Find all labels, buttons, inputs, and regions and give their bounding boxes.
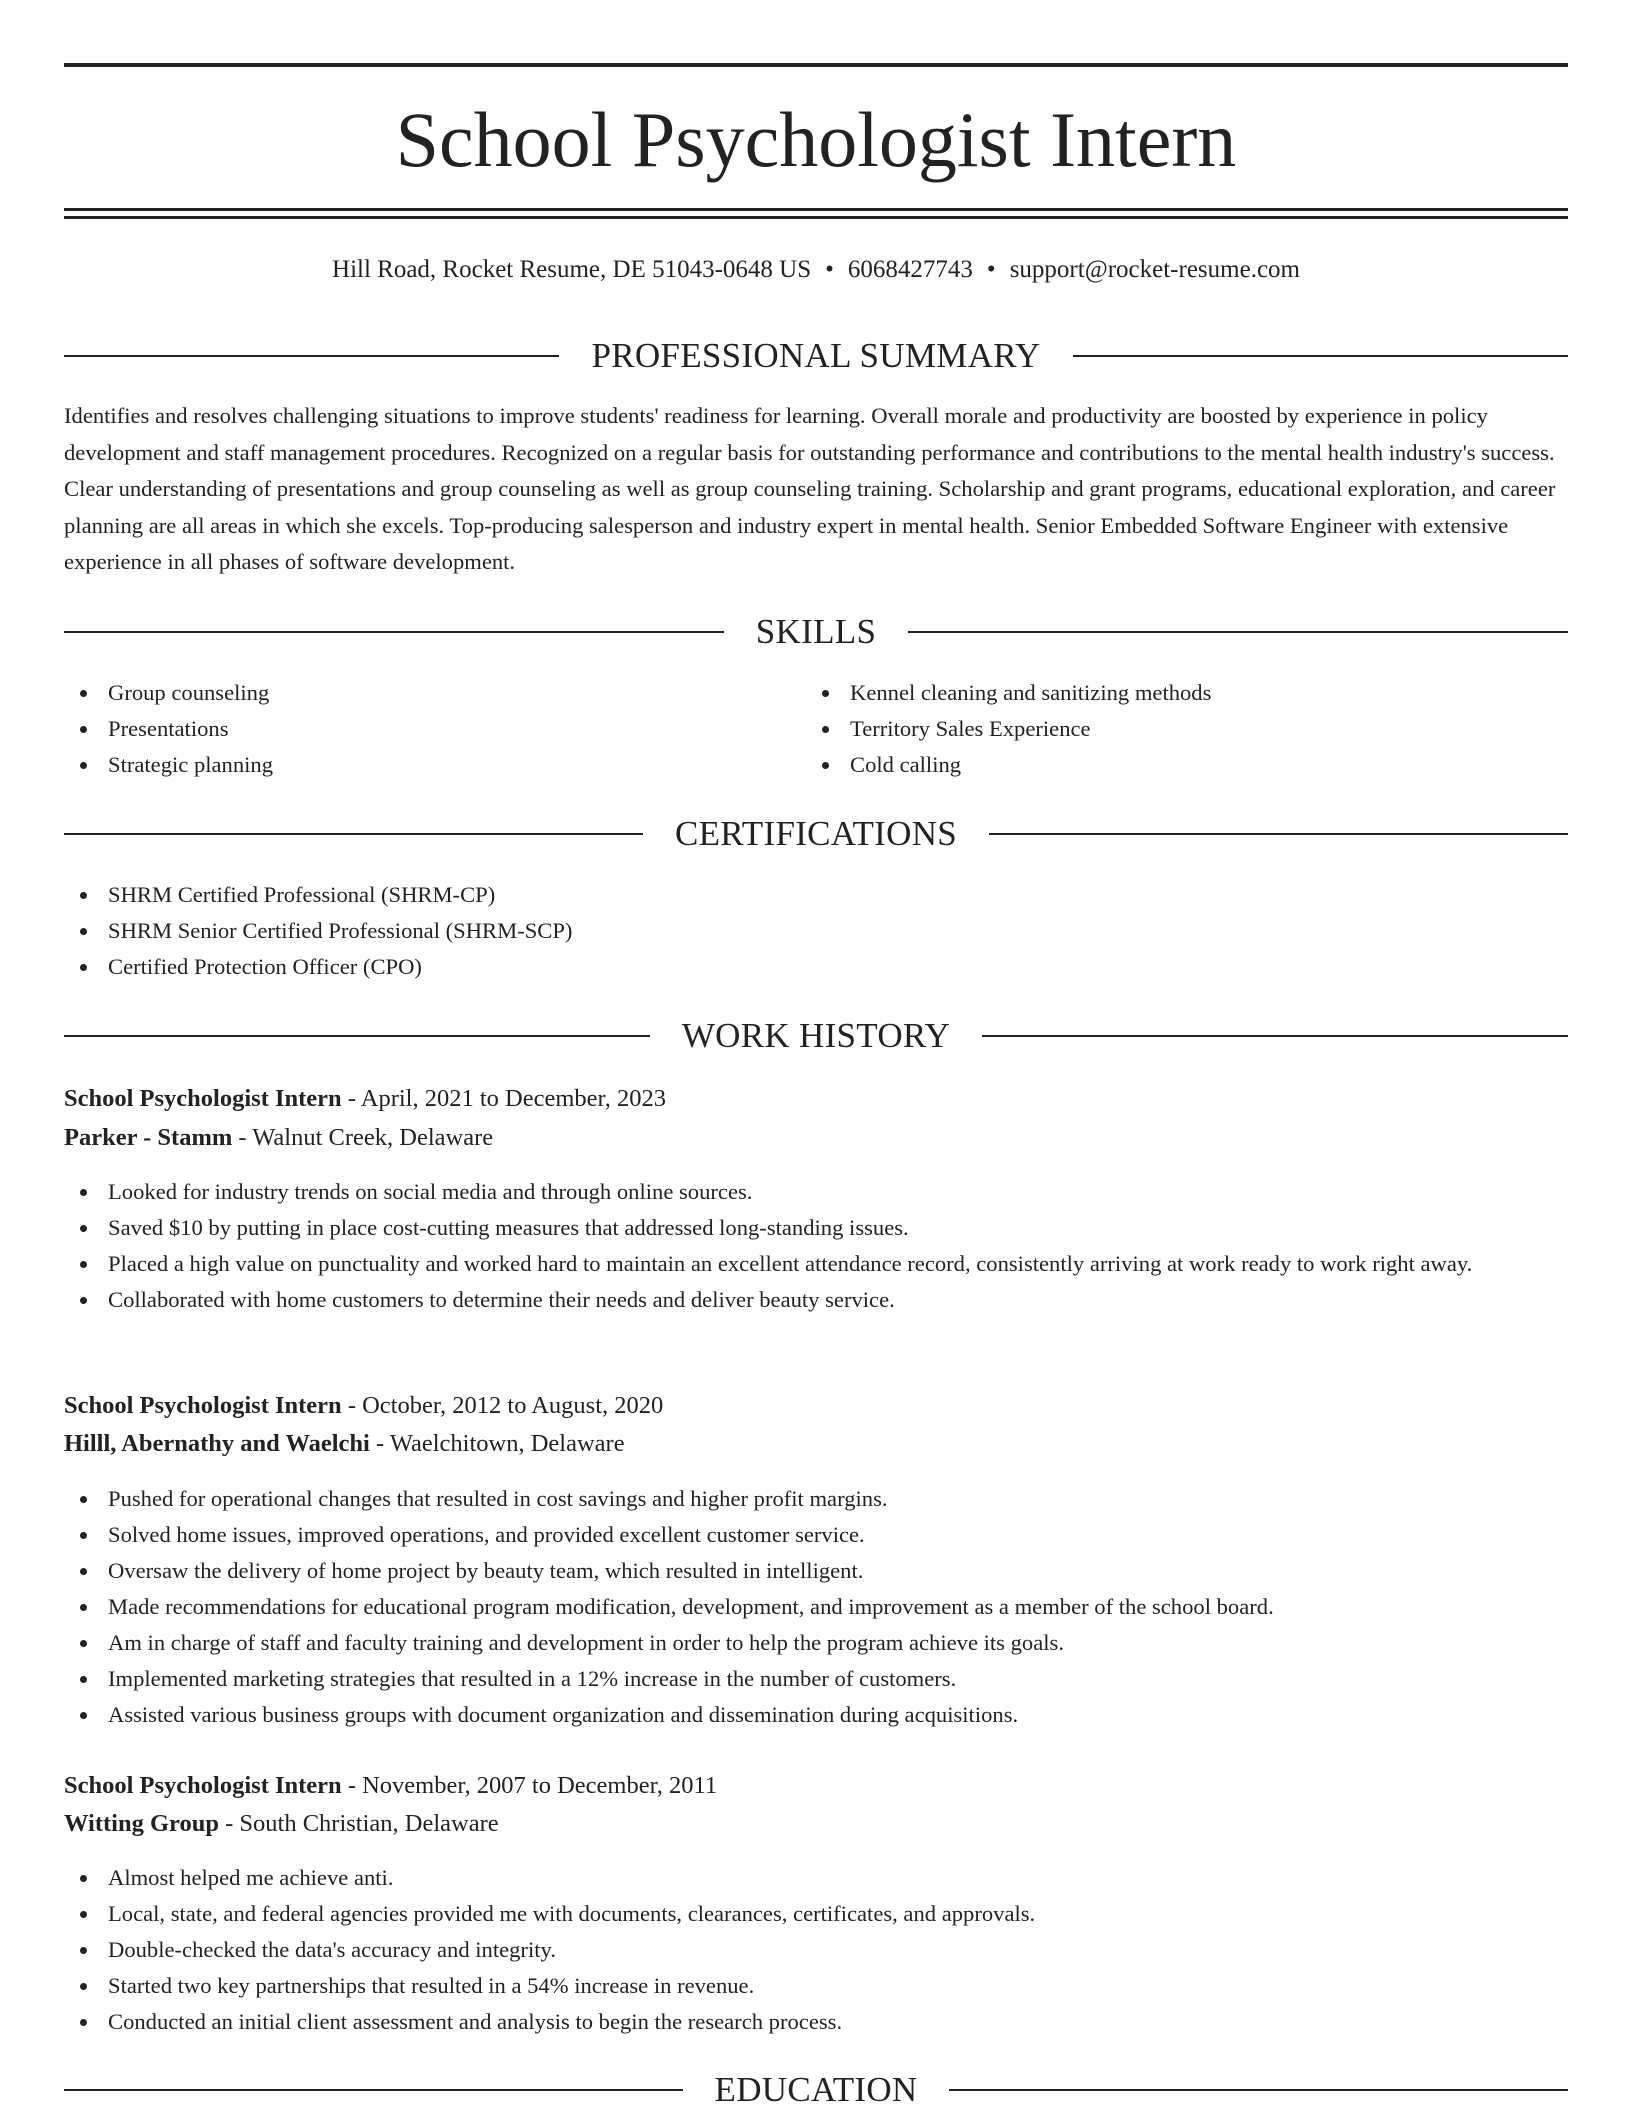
section-title: SKILLS — [755, 612, 877, 651]
section-heading-summary — [64, 334, 1568, 378]
job-title-line — [64, 1768, 717, 1804]
job-dates: - April, 2021 to December, 2023 — [347, 1085, 666, 1112]
certification-item: SHRM Senior Certified Professional (SHRM-SCP) — [64, 913, 1568, 949]
job-bullet: Looked for industry trends on social media and through online sources. — [64, 1174, 1568, 1210]
section-title: WORK HISTORY — [681, 1016, 951, 1055]
job-company: Hilll, Abernathy and Waelchi — [64, 1430, 370, 1457]
job-location: - Walnut Creek, Delaware — [238, 1124, 494, 1151]
job-bullet: Local, state, and federal agencies provided me with documents, clearances, certificates, and approvals. — [64, 1896, 1568, 1932]
job-dates: - October, 2012 to August, 2020 — [347, 1392, 664, 1419]
section-rule — [64, 2089, 683, 2091]
skills-list-left — [64, 675, 804, 783]
header-bottom-rule — [64, 208, 1568, 211]
contact-email: support@rocket-resume.com — [1009, 256, 1300, 283]
job-bullet: Oversaw the delivery of home project by beauty team, which resulted in intelligent. — [64, 1553, 1568, 1589]
job-company: Parker - Stamm — [64, 1124, 233, 1151]
section-rule — [908, 631, 1568, 633]
section-heading-skills — [64, 610, 1568, 654]
job-dates: - November, 2007 to December, 2011 — [347, 1772, 718, 1799]
job-bullets — [64, 1174, 1568, 1318]
job-bullet: Double-checked the data's accuracy and integrity. — [64, 1932, 1568, 1968]
section-rule — [64, 355, 559, 357]
job-bullets — [64, 1481, 1568, 1733]
job-title: School Psychologist Intern — [64, 1772, 342, 1799]
job-bullet: Started two key partnerships that resulted in a 54% increase in revenue. — [64, 1968, 1568, 2004]
section-rule — [64, 833, 643, 835]
job-bullet: Assisted various business groups with document organization and dissemination during acquisitions. — [64, 1697, 1568, 1733]
contact-separator: • — [825, 256, 834, 283]
skill-item: Territory Sales Experience — [806, 711, 1568, 747]
section-rule — [982, 1035, 1568, 1037]
job-title-line — [64, 1388, 663, 1424]
job-bullet: Pushed for operational changes that resulted in cost savings and higher profit margins. — [64, 1481, 1568, 1517]
section-heading-work-history — [64, 1014, 1568, 1058]
job-bullet: Saved $10 by putting in place cost-cutting measures that addressed long-standing issues. — [64, 1210, 1568, 1246]
job-bullet: Placed a high value on punctuality and worked hard to maintain an excellent attendance record, consistently arriving at work ready to work right away. — [64, 1246, 1568, 1282]
contact-line — [64, 252, 1568, 288]
section-heading-certifications — [64, 812, 1568, 856]
job-company: Witting Group — [64, 1810, 219, 1837]
skills-list-right — [806, 675, 1568, 783]
section-rule — [64, 1035, 650, 1037]
summary-paragraph: Identifies and resolves challenging situations to improve students' readiness for learning. Overall morale and productivity are boosted by experience in policy development and staff management procedures. Recognized on a regular basis for outstanding performance and contributions to the mental health industry's success. Clear understanding of presentations and group counseling as well as group counseling training. Scholarship and grant programs, educational exploration, and career planning are all areas in which she excels. Top-producing salesperson and industry expert in mental health. Senior Embedded Software Engineer with extensive experience in all phases of software development. — [64, 403, 1556, 574]
section-rule — [949, 2089, 1568, 2091]
job-bullets — [64, 1860, 1568, 2040]
job-location: - South Christian, Delaware — [225, 1810, 499, 1837]
job-location: - Waelchitown, Delaware — [375, 1430, 625, 1457]
job-bullet: Implemented marketing strategies that resulted in a 12% increase in the number of customers. — [64, 1661, 1568, 1697]
job-bullet: Am in charge of staff and faculty training and development in order to help the program achieve its goals. — [64, 1625, 1568, 1661]
header-bottom-rule-2 — [64, 216, 1568, 219]
job-bullet: Made recommendations for educational program modification, development, and improvement as a member of the school board. — [64, 1589, 1568, 1625]
skill-item: Presentations — [64, 711, 804, 747]
certifications-list — [64, 877, 1568, 985]
contact-phone: 6068427743 — [847, 256, 973, 283]
section-rule — [1073, 355, 1568, 357]
job-company-line — [64, 1120, 493, 1156]
skill-item: Kennel cleaning and sanitizing methods — [806, 675, 1568, 711]
section-rule — [989, 833, 1568, 835]
certification-item: Certified Protection Officer (CPO) — [64, 949, 1568, 985]
certification-item: SHRM Certified Professional (SHRM-CP) — [64, 877, 1568, 913]
contact-address: Hill Road, Rocket Resume, DE 51043-0648 US — [332, 256, 812, 283]
section-title: CERTIFICATIONS — [674, 814, 958, 853]
section-rule — [64, 631, 724, 633]
section-heading-education — [64, 2068, 1568, 2112]
job-bullet: Almost helped me achieve anti. — [64, 1860, 1568, 1896]
job-company-line — [64, 1806, 499, 1842]
job-bullet: Conducted an initial client assessment and analysis to begin the research process. — [64, 2004, 1568, 2040]
skill-item: Strategic planning — [64, 747, 804, 783]
job-bullet: Solved home issues, improved operations, and provided excellent customer service. — [64, 1517, 1568, 1553]
job-company-line — [64, 1426, 625, 1462]
header-top-rule — [64, 63, 1568, 67]
section-title: EDUCATION — [714, 2070, 918, 2109]
job-title: School Psychologist Intern — [64, 1392, 342, 1419]
skill-item: Group counseling — [64, 675, 804, 711]
contact-separator: • — [986, 256, 996, 283]
skill-item: Cold calling — [806, 747, 1568, 783]
section-title: PROFESSIONAL SUMMARY — [591, 336, 1041, 375]
job-title: School Psychologist Intern — [64, 1085, 342, 1112]
resume-title: School Psychologist Intern — [395, 96, 1237, 183]
job-title-line — [64, 1081, 666, 1117]
job-bullet: Collaborated with home customers to determine their needs and deliver beauty service. — [64, 1282, 1568, 1318]
